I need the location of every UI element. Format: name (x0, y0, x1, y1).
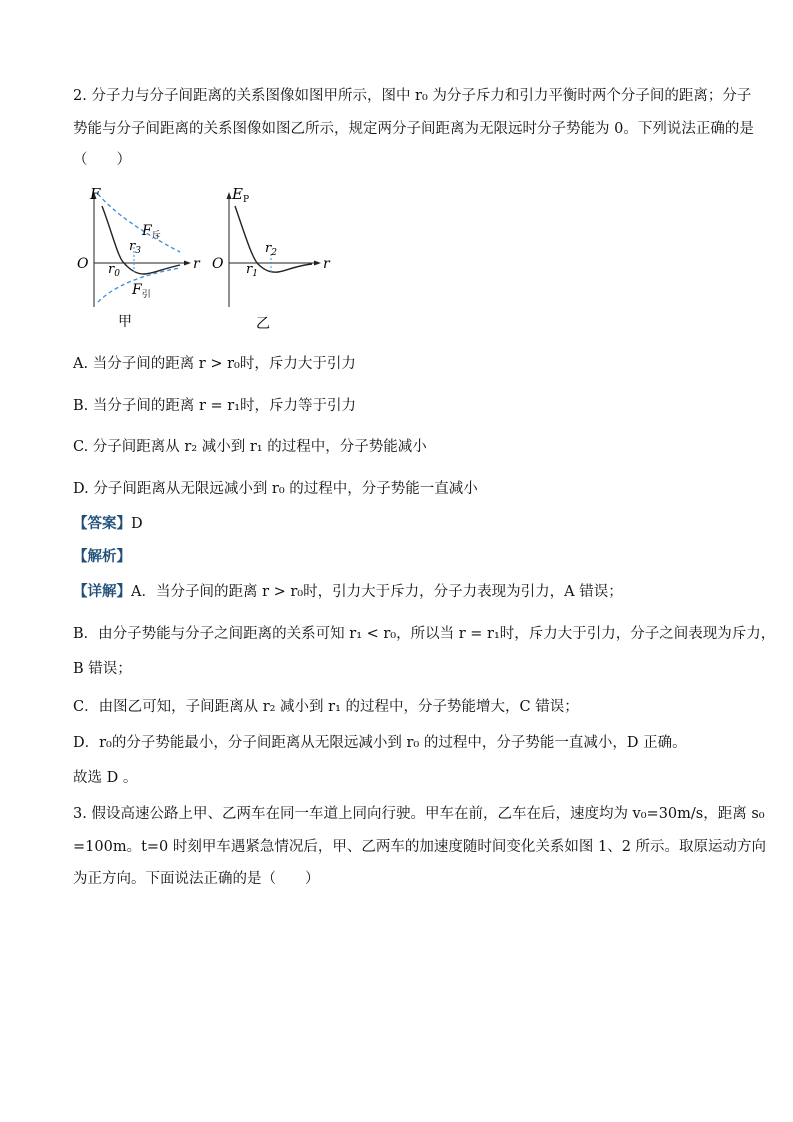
detail-d: D．r₀的分子势能最小，分子间距离从无限远减小到 r₀ 的过程中，分子势能一直减小，D 正确。 (73, 735, 687, 751)
yi-y-label: $E_P$ (232, 185, 250, 205)
option-b: B. 当分子间的距离 r = r₁时，斥力等于引力 (73, 398, 357, 414)
analysis-line (73, 547, 131, 567)
figure-yi (212, 185, 331, 332)
option-c: C. 分子间距离从 r₂ 减小到 r₁ 的过程中，分子势能减小 (73, 439, 427, 455)
detail-c: C．由图乙可知，子间距离从 r₂ 减小到 r₁ 的过程中，分子势能增大，C 错误； (73, 699, 579, 715)
jia-origin: O (77, 256, 89, 272)
yi-caption: 乙 (256, 316, 270, 332)
q2-stem-line-2: 势能与分子间距离的关系图像如图乙所示，规定两分子间距离为无限远时分子势能为 0。下列说法正确的是 (73, 121, 754, 137)
jia-repulsion-curve (98, 194, 180, 252)
jia-caption: 甲 (118, 314, 132, 330)
jia-x-arrow-icon (184, 261, 191, 266)
yi-origin: O (212, 256, 224, 272)
detail-label: 【详解】 (73, 583, 131, 600)
answer-value: D (131, 516, 143, 532)
figure-jia (77, 185, 201, 330)
jia-y-label: F (90, 185, 101, 203)
yi-x-label: r (323, 256, 330, 272)
jia-r0-label: $r_0$ (108, 262, 120, 279)
jia-x-label: r (193, 256, 200, 272)
jia-frep-label: $F_斥$ (142, 223, 161, 241)
q3-stem-line-3: 为正方向。下面说法正确的是（ ） (73, 871, 320, 887)
q3-stem-line-1: 3. 假设高速公路上甲、乙两车在同一车道上同向行驶。甲车在前，乙车在后，速度均为 v₀=30m/s，距离 s₀ (73, 806, 765, 822)
jia-r3-label: $r_3$ (129, 239, 141, 256)
jia-fatt-label: $F_引$ (132, 282, 151, 300)
detail-b-line-1: B．由分子势能与分子之间距离的关系可知 r₁ < r₀，所以当 r = r₁时，斥力大于引力，分子之间表现为斥力， (73, 626, 776, 642)
yi-y-arrow-icon (227, 192, 232, 199)
detail-b-line-2: B 错误； (73, 661, 132, 677)
option-d: D. 分子间距离从无限远减小到 r₀ 的过程中，分子势能一直减小 (73, 481, 478, 497)
yi-x-arrow-icon (314, 261, 321, 266)
analysis-label: 【解析】 (73, 548, 131, 565)
q2-stem-line-1: 2. 分子力与分子间距离的关系图像如图甲所示，图中 r₀ 为分子斥力和引力平衡时两个分子间的距离；分子 (73, 88, 752, 104)
detail-a-line (73, 582, 623, 602)
q2-stem-line-3: （ ） (73, 152, 131, 168)
answer-label: 【答案】 (73, 515, 131, 532)
option-a: A. 当分子间的距离 r > r₀时，斥力大于引力 (73, 356, 356, 372)
conclusion: 故选 D 。 (73, 770, 138, 786)
answer-line (73, 514, 143, 534)
q2-figure (72, 182, 342, 332)
detail-a: A．当分子间的距离 r > r₀时，引力大于斥力，分子力表现为引力，A 错误； (131, 584, 623, 600)
yi-r1-label: $r_1$ (246, 262, 258, 279)
q3-stem-line-2: =100m。t=0 时刻甲车遇紧急情况后，甲、乙两车的加速度随时间变化关系如图 1、2 所示。取原运动方向 (73, 839, 767, 855)
yi-r2-label: $r_2$ (265, 241, 277, 258)
